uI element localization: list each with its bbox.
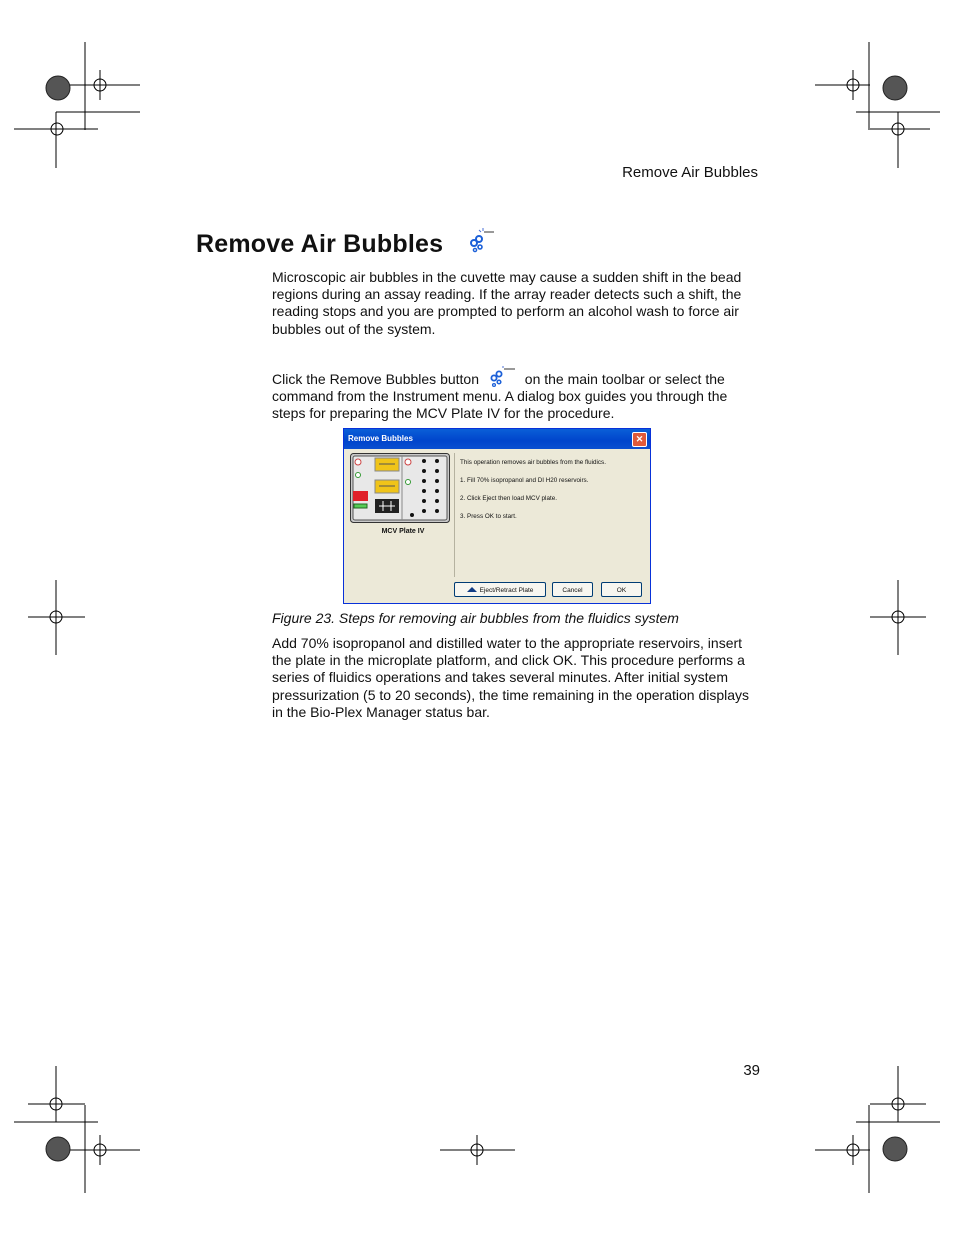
instruction-text-before: Click the Remove Bubbles button	[272, 371, 479, 387]
instructions-panel	[454, 453, 645, 577]
info-line: This operation removes air bubbles from the fluidics.	[460, 459, 606, 466]
close-icon[interactable]: ✕	[632, 432, 647, 447]
eject-icon	[467, 587, 477, 592]
cancel-button[interactable]: Cancel	[552, 582, 593, 597]
bubbles-icon	[468, 226, 496, 254]
info-line: 2. Click Eject then load MCV plate.	[460, 495, 557, 502]
remove-bubbles-dialog	[343, 428, 651, 604]
dialog-titlebar	[344, 429, 650, 449]
plate-label: MCV Plate IV	[381, 528, 425, 535]
mcv-plate-diagram	[350, 453, 450, 523]
info-line: 3. Press OK to start.	[460, 513, 517, 520]
eject-retract-plate-button[interactable]	[454, 582, 546, 597]
dialog-title: Remove Bubbles	[348, 434, 413, 443]
eject-button-label: Eject/Retract Plate	[479, 587, 534, 594]
instruction-text-after: on the main toolbar or select the command from the Instrument menu. A dialog box guides you through the steps for preparing the MCV Plate IV for the procedure.	[272, 371, 728, 422]
ok-button[interactable]: OK	[601, 582, 642, 597]
procedure-paragraph: Add 70% isopropanol and distilled water to the appropriate reservoirs, insert the plate in the microplate platform, and click OK. This procedure performs a series of fluidics operations and takes several minutes. After initial system pressurization (5 to 20 seconds), the time remaining in the operation displays in the Bio-Plex Manager status bar.	[272, 635, 750, 720]
section-title: Remove Air Bubbles	[196, 230, 444, 258]
remove-bubbles-button-icon	[487, 366, 517, 388]
instruction-paragraph	[272, 366, 758, 423]
figure-caption: Figure 23. Steps for removing air bubbles from the fluidics system	[272, 610, 679, 626]
intro-paragraph: Microscopic air bubbles in the cuvette may cause a sudden shift in the bead regions during an assay reading. If the array reader detects such a shift, the reading stops and you are prompted to perform an alcohol wash to force air bubbles out of the system.	[272, 269, 742, 337]
info-line: 1. Fill 70% isopropanol and DI H20 reservoirs.	[460, 477, 589, 484]
running-head: Remove Air Bubbles	[622, 164, 758, 181]
page-number: 39	[743, 1062, 760, 1079]
